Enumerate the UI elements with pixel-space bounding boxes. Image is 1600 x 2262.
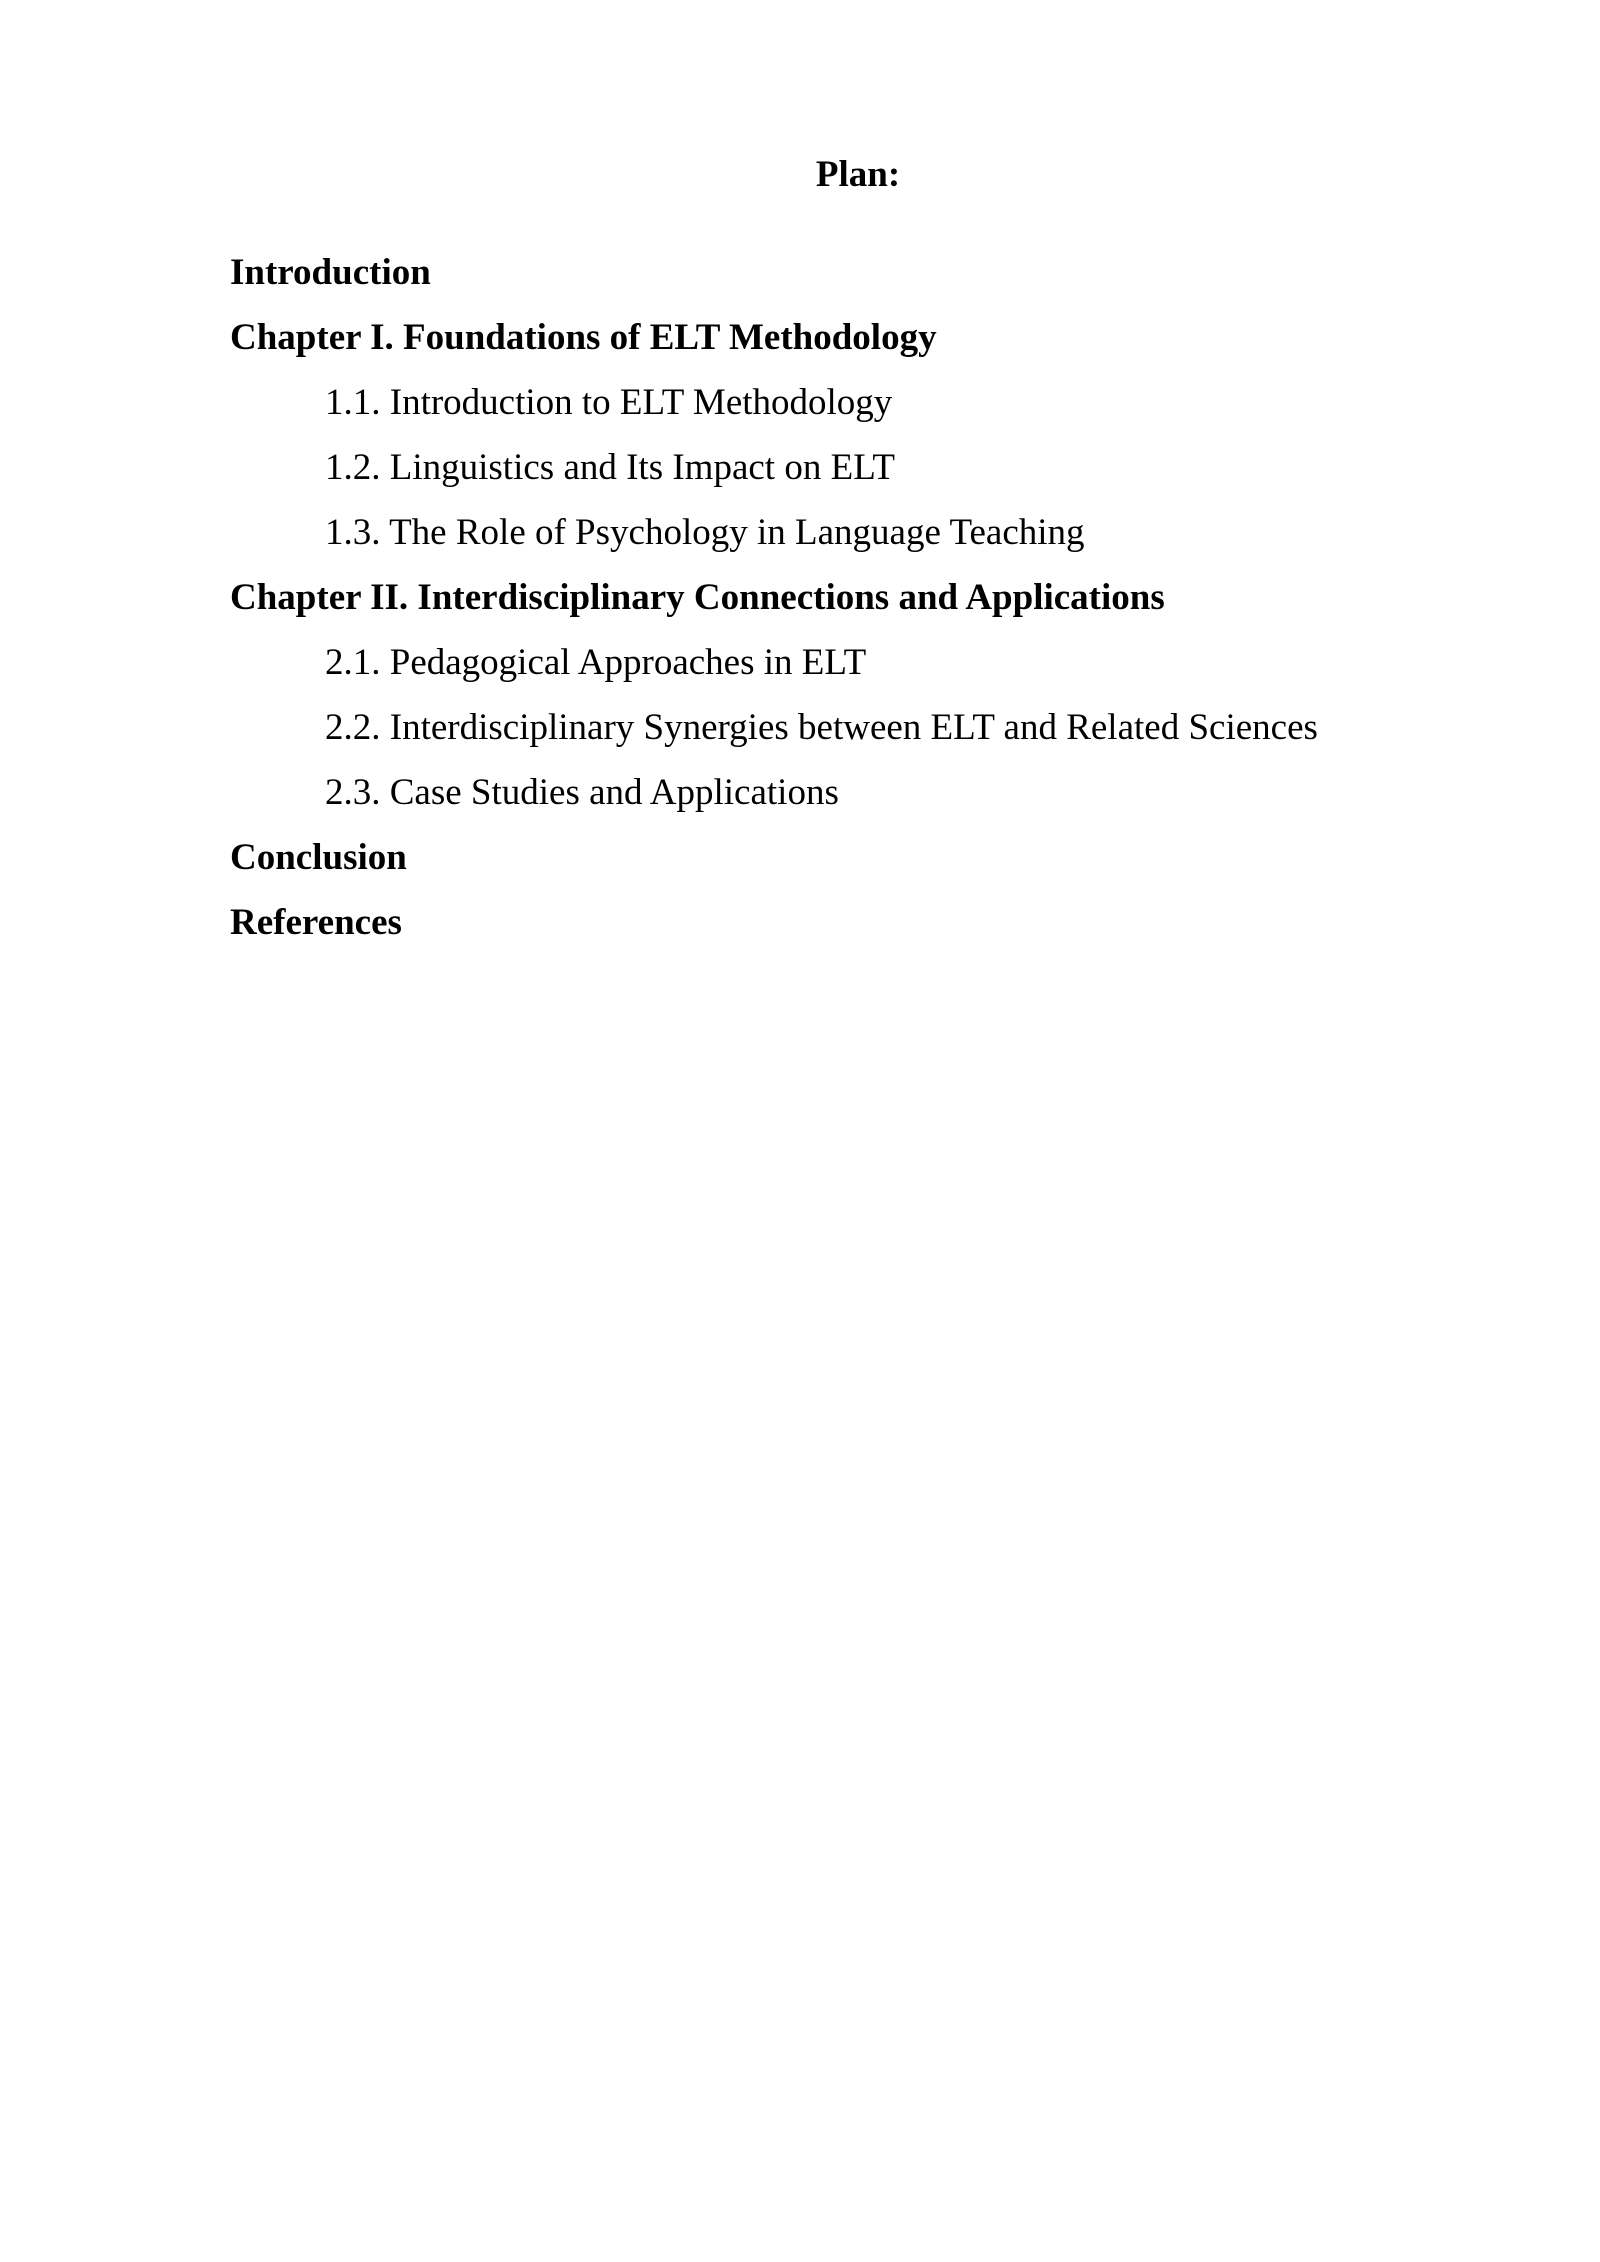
toc-subitem-1-2: 1.2. Linguistics and Its Impact on ELT — [325, 447, 895, 488]
toc-heading-references: References — [230, 902, 402, 943]
toc-heading-introduction: Introduction — [230, 252, 431, 293]
toc-subitem-1-1: 1.1. Introduction to ELT Methodology — [325, 382, 893, 423]
toc-subitem-2-1: 2.1. Pedagogical Approaches in ELT — [325, 642, 867, 683]
toc-subitem-2-3: 2.3. Case Studies and Applications — [325, 772, 839, 813]
toc-heading-chapter-1: Chapter I. Foundations of ELT Methodology — [230, 317, 937, 358]
toc-subitem-2-2: 2.2. Interdisciplinary Synergies between ELT and Related Sciences — [325, 707, 1318, 748]
toc-heading-conclusion: Conclusion — [230, 837, 407, 878]
plan-title: Plan: — [815, 154, 901, 195]
toc-heading-chapter-2: Chapter II. Interdisciplinary Connections and Applications — [230, 577, 1165, 618]
table-of-contents — [230, 248, 1430, 963]
toc-subitem-1-3: 1.3. The Role of Psychology in Language Teaching — [325, 512, 1085, 553]
